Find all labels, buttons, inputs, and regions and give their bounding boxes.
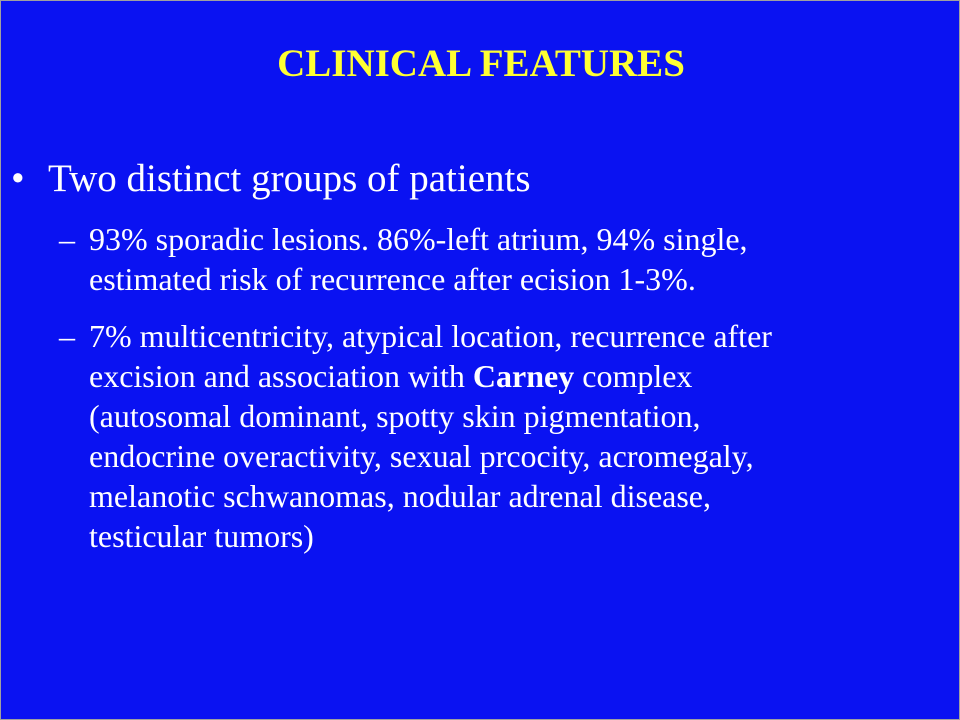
text-line: endocrine overactivity, sexual prcocity, acromegaly, <box>89 438 754 474</box>
carney-bold-term: Carney <box>472 358 575 394</box>
bullet-text: Two distinct groups of patients <box>48 157 531 200</box>
text-segment: excision and association with <box>89 358 473 394</box>
text-line: estimated risk of recurrence after ecision 1-3%. <box>89 261 696 297</box>
text-line: 7% multicentricity, atypical location, recurrence after <box>89 318 772 354</box>
bullet-marker: • <box>11 157 25 200</box>
text-line <box>89 356 909 396</box>
dash-marker: – <box>59 221 75 257</box>
text-line: (autosomal dominant, spotty skin pigmentation, <box>89 398 701 434</box>
slide-title: CLINICAL FEATURES <box>277 42 685 85</box>
text-line: 93% sporadic lesions. 86%-left atrium, 94% single, <box>89 221 748 257</box>
text-line: testicular tumors) <box>89 518 314 554</box>
dash-marker: – <box>59 318 75 354</box>
sub-item-text <box>89 219 909 299</box>
text-line: melanotic schwanomas, nodular adrenal disease, <box>89 478 711 514</box>
text-segment: complex <box>574 358 693 394</box>
sub-item-text <box>89 316 909 556</box>
